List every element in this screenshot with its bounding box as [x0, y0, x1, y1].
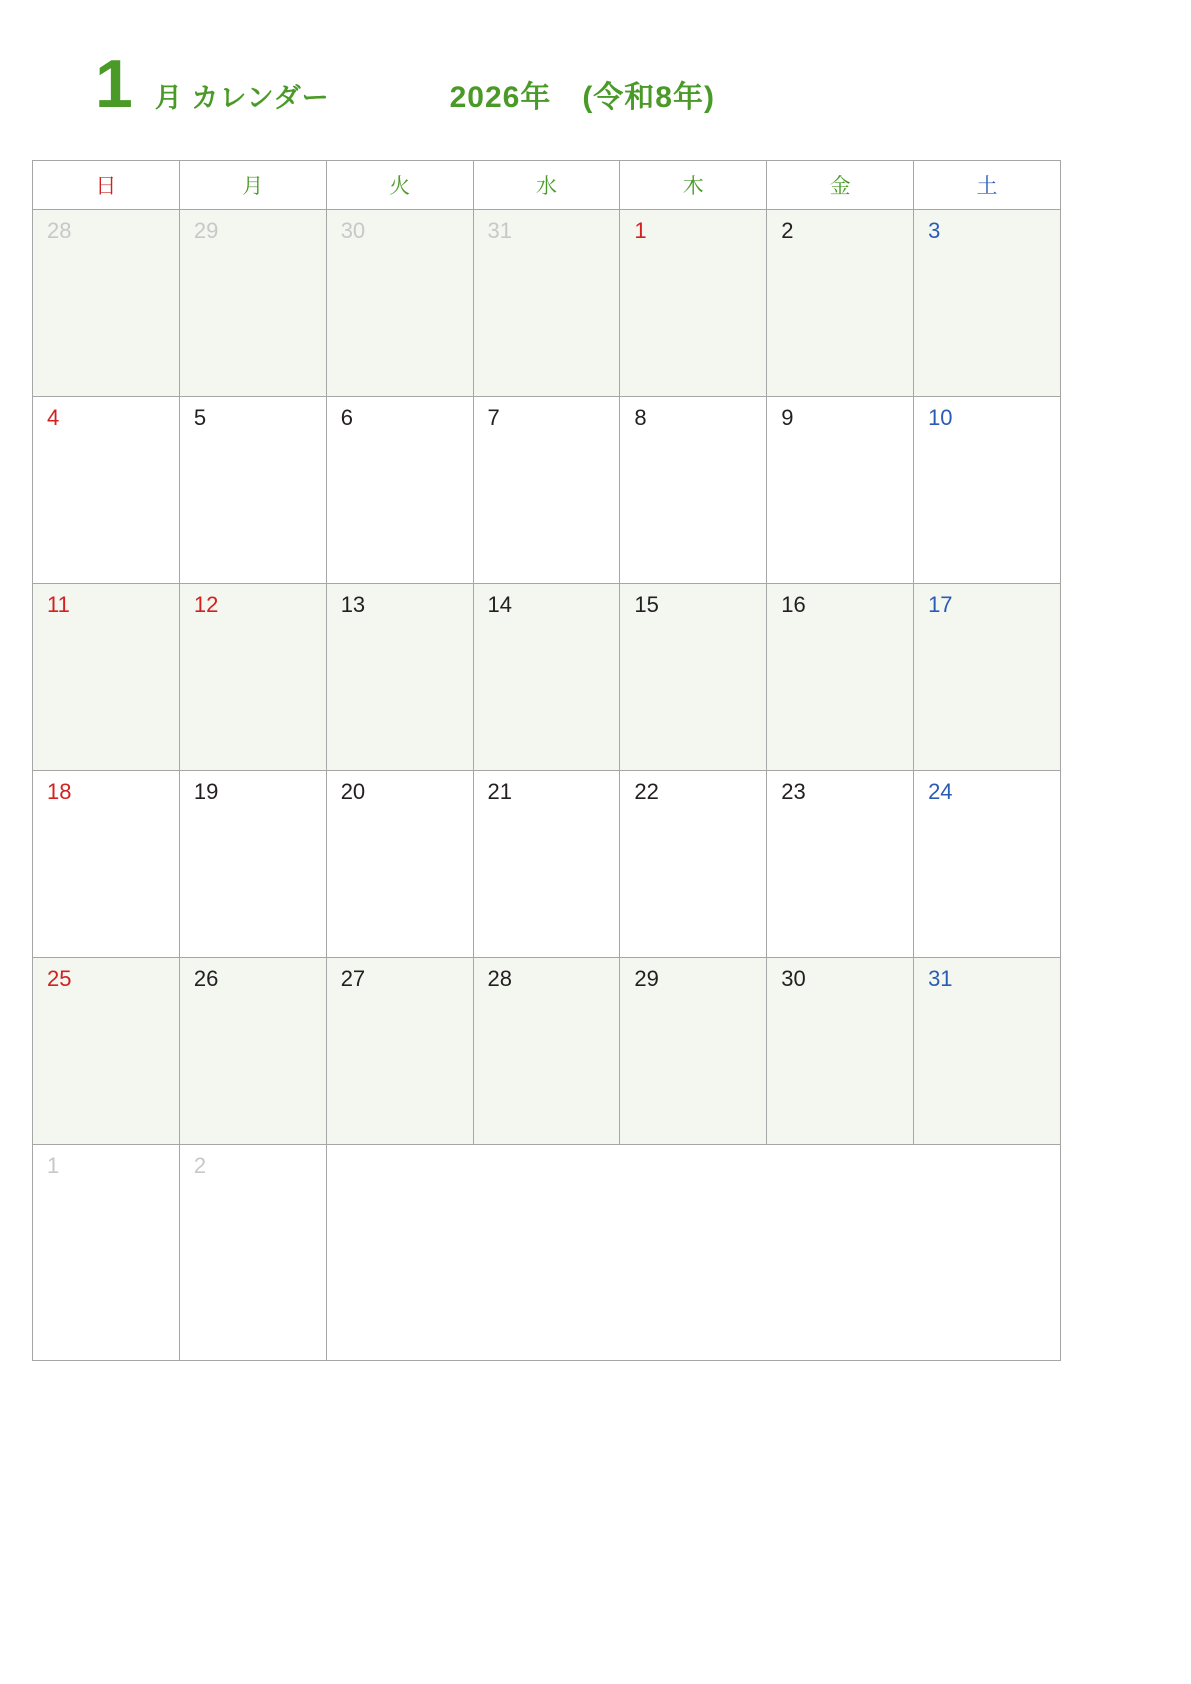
day-number: 11 [47, 592, 70, 617]
day-number: 26 [193, 966, 219, 991]
day-number: 15 [634, 592, 659, 617]
day-number: 14 [487, 592, 513, 617]
weekday-header-sun [33, 161, 180, 210]
day-number: 5 [193, 405, 207, 430]
day-number: 25 [47, 966, 72, 991]
calendar-week-row [33, 397, 1061, 584]
day-cell[interactable] [33, 958, 180, 1145]
day-cell[interactable] [326, 771, 473, 958]
weekday-header-mon [179, 161, 326, 210]
notes-area[interactable] [326, 1145, 1060, 1361]
day-cell[interactable] [767, 210, 914, 397]
day-cell[interactable] [914, 958, 1061, 1145]
notes-text [327, 1145, 1060, 1155]
day-number: 7 [487, 405, 500, 430]
day-cell[interactable] [473, 210, 620, 397]
day-number: 19 [193, 779, 219, 804]
day-number: 4 [47, 405, 60, 430]
weekday-header-fri [767, 161, 914, 210]
day-number: 18 [47, 779, 72, 804]
weekday-header-sat [914, 161, 1061, 210]
calendar-grid [32, 160, 1061, 1361]
day-number: 22 [634, 779, 659, 804]
day-cell[interactable] [326, 397, 473, 584]
weekday-label: 日 [95, 175, 117, 198]
day-cell[interactable] [33, 210, 180, 397]
day-cell[interactable] [33, 771, 180, 958]
day-number: 13 [340, 592, 366, 617]
day-cell[interactable] [914, 584, 1061, 771]
day-number: 31 [928, 966, 953, 991]
day-number: 2 [193, 1153, 207, 1178]
day-cell[interactable] [473, 958, 620, 1145]
weekday-label: 月 [242, 175, 264, 198]
day-number: 10 [928, 405, 953, 430]
day-cell[interactable] [473, 584, 620, 771]
day-number: 3 [928, 218, 941, 243]
weekday-header-tue [326, 161, 473, 210]
day-cell[interactable] [767, 397, 914, 584]
day-number: 1 [47, 1153, 60, 1178]
calendar-header [95, 46, 1095, 130]
day-cell[interactable] [33, 1145, 180, 1361]
day-cell[interactable] [326, 210, 473, 397]
weekday-label: 金 [829, 175, 851, 198]
day-number: 12 [193, 592, 219, 617]
day-number: 28 [487, 966, 513, 991]
weekday-label: 土 [976, 175, 998, 198]
day-number: 29 [634, 966, 659, 991]
day-cell[interactable] [767, 771, 914, 958]
day-cell[interactable] [620, 584, 767, 771]
calendar-week-row [33, 210, 1061, 397]
day-number: 1 [634, 218, 647, 243]
day-number: 23 [781, 779, 806, 804]
day-number: 28 [47, 218, 72, 243]
day-number: 30 [340, 218, 366, 243]
day-number: 6 [340, 405, 353, 430]
day-number: 21 [487, 779, 513, 804]
year-label: 2026年 (令和8年) [449, 81, 715, 114]
month-label: 月 カレンダー [154, 83, 330, 113]
day-cell[interactable] [620, 958, 767, 1145]
day-cell[interactable] [33, 584, 180, 771]
calendar-week-row [33, 584, 1061, 771]
day-number: 2 [781, 218, 794, 243]
day-number: 31 [487, 218, 513, 243]
day-cell[interactable] [767, 584, 914, 771]
calendar-week-row [33, 958, 1061, 1145]
day-number: 9 [781, 405, 794, 430]
day-cell[interactable] [620, 771, 767, 958]
weekday-header-wed [473, 161, 620, 210]
day-cell[interactable] [473, 771, 620, 958]
day-number: 30 [781, 966, 806, 991]
weekday-label: 水 [535, 175, 557, 198]
day-number: 17 [928, 592, 953, 617]
weekday-header-thu [620, 161, 767, 210]
day-cell[interactable] [179, 1145, 326, 1361]
day-cell[interactable] [914, 397, 1061, 584]
day-number: 27 [340, 966, 366, 991]
day-number: 20 [340, 779, 366, 804]
day-cell[interactable] [179, 771, 326, 958]
day-cell[interactable] [179, 584, 326, 771]
day-cell[interactable] [620, 210, 767, 397]
day-cell[interactable] [914, 771, 1061, 958]
calendar-week-row [33, 1145, 1061, 1361]
day-cell[interactable] [179, 210, 326, 397]
day-number: 29 [193, 218, 219, 243]
day-cell[interactable] [473, 397, 620, 584]
calendar-week-row [33, 771, 1061, 958]
weekday-label: 木 [682, 175, 704, 198]
day-number: 24 [928, 779, 953, 804]
weekday-label: 火 [389, 175, 411, 198]
day-cell[interactable] [179, 397, 326, 584]
day-number: 16 [781, 592, 806, 617]
day-cell[interactable] [33, 397, 180, 584]
day-cell[interactable] [914, 210, 1061, 397]
day-cell[interactable] [620, 397, 767, 584]
weekday-header-row [33, 161, 1061, 210]
day-cell[interactable] [179, 958, 326, 1145]
day-number: 8 [634, 405, 647, 430]
month-number: 1 [95, 46, 133, 122]
day-cell[interactable] [767, 958, 914, 1145]
day-cell[interactable] [326, 958, 473, 1145]
day-cell[interactable] [326, 584, 473, 771]
